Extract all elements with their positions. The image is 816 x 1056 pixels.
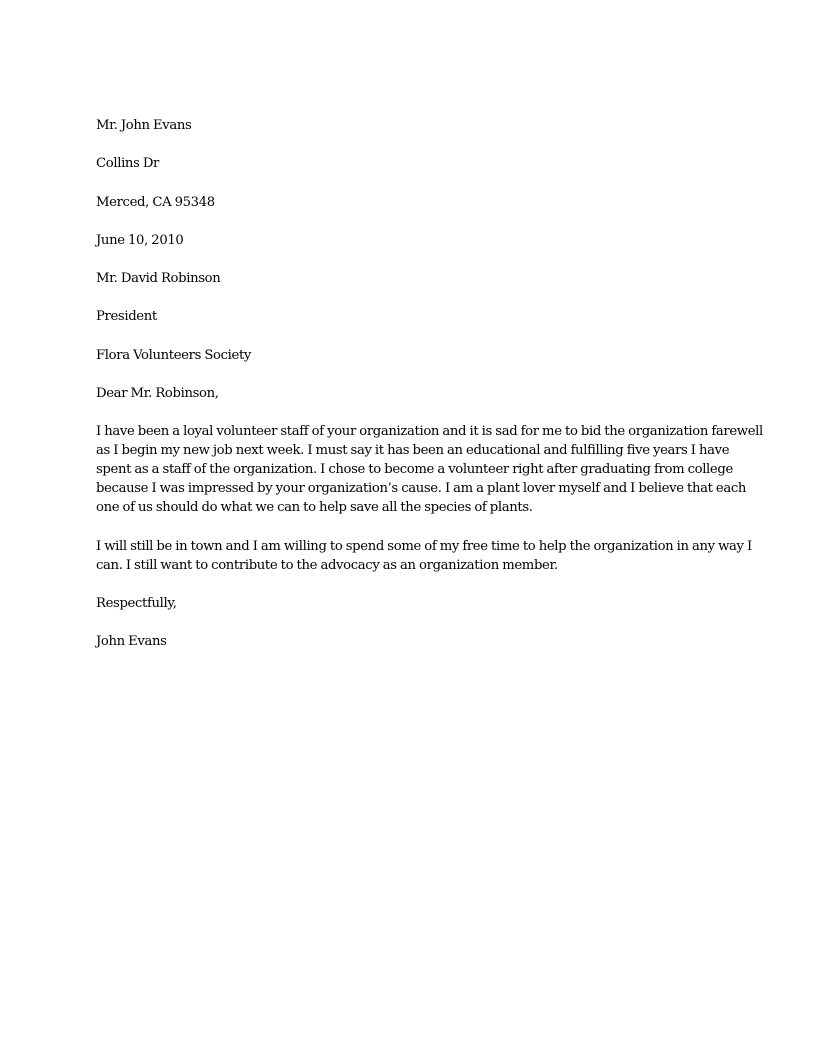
sender-name: Mr. John Evans	[96, 118, 192, 133]
recipient-organization: Flora Volunteers Society	[96, 347, 252, 363]
recipient-name: Mr. David Robinson	[96, 271, 221, 287]
body-paragraph-2	[96, 537, 752, 575]
paragraph-1-line: spent as a staff of the organization. I chose to become a volunteer right after graduating from college	[96, 462, 733, 478]
body-paragraph-1	[96, 422, 763, 517]
sender-street: Collins Dr	[96, 156, 160, 172]
paragraph-1-line: as I begin my new job next week. I must say it has been an educational and fulfilling five years I have	[96, 443, 730, 459]
paragraph-1-line: because I was impressed by your organization’s cause. I am a plant lover myself and I believe that each	[96, 481, 747, 497]
sender-city-state-zip: Merced, CA 95348	[96, 194, 215, 210]
paragraph-2-line: can. I still want to contribute to the advocacy as an organization member.	[96, 557, 558, 573]
signature-name: John Evans	[96, 634, 167, 650]
salutation: Dear Mr. Robinson,	[96, 386, 219, 402]
closing: Respectfully,	[96, 595, 177, 611]
paragraph-1-line: one of us should do what we can to help save all the species of plants.	[96, 500, 533, 516]
letter-date: June 10, 2010	[96, 232, 184, 248]
paragraph-1-line: I have been a loyal volunteer staff of your organization and it is sad for me to bid the organization farewell	[96, 424, 763, 440]
letter-body	[96, 116, 763, 671]
recipient-title: President	[96, 309, 157, 325]
paragraph-2-line: I will still be in town and I am willing to spend some of my free time to help the organization in any way I	[96, 538, 752, 554]
